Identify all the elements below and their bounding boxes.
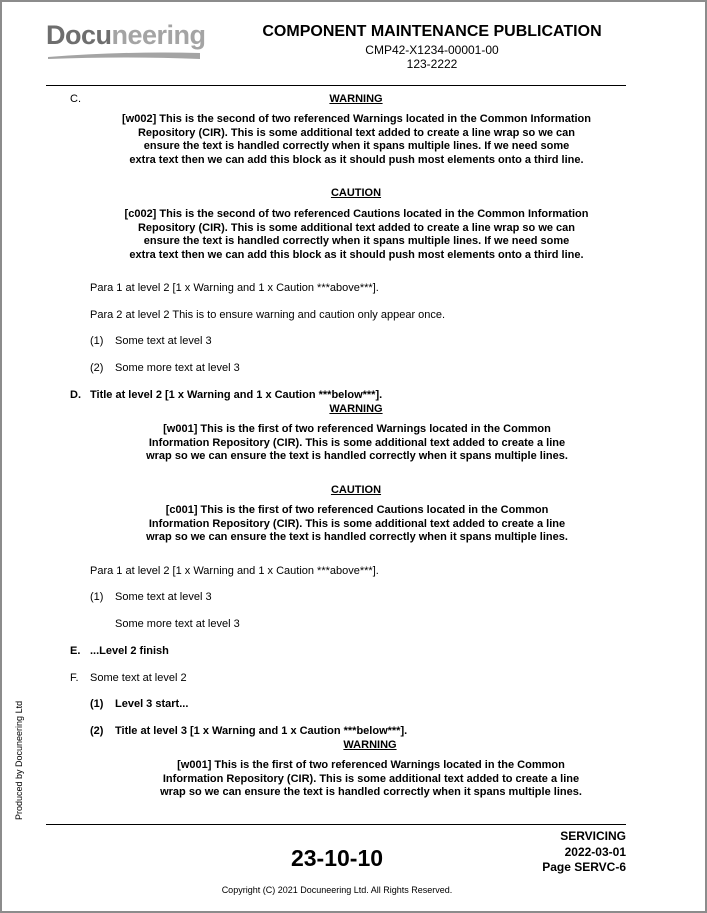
d-warning-line: wrap so we can ensure the text is handled correctly when it spans multiple lines. — [146, 450, 568, 462]
header-divider — [46, 85, 626, 86]
f-sub1-label: (1) — [90, 698, 104, 710]
c-sub1-text: Some text at level 3 — [115, 335, 212, 347]
d-warning-heading: WARNING — [329, 403, 383, 415]
logo-swoosh-icon — [46, 50, 202, 60]
logo-text-part2: neering — [111, 20, 206, 50]
c-sub1-label: (1) — [90, 335, 104, 347]
document-number-block — [242, 43, 622, 71]
c-para-1: Para 1 at level 2 [1 x Warning and 1 x Caution ***above***]. — [90, 282, 379, 294]
section-e-text: ...Level 2 finish — [90, 645, 169, 657]
footer-section-name: SERVICING — [560, 829, 626, 843]
d-sub1-more-text: Some more text at level 3 — [115, 618, 240, 630]
f-sub1-text: Level 3 start... — [115, 698, 189, 710]
f-warning-line: Information Repository (CIR). This is some additional text added to create a line — [162, 772, 580, 785]
c-warning-line: [w002] This is the second of two referenced Warnings located in the Common Information — [122, 113, 591, 125]
f-sub2-text: Title at level 3 [1 x Warning and 1 x Caution ***below***]. — [115, 725, 408, 737]
c-caution-line: [c002] This is the second of two referenced Cautions located in the Common Information — [124, 208, 589, 220]
document-number: CMP42-X1234-00001-00 — [365, 43, 499, 57]
section-e-label: E. — [70, 645, 81, 657]
copyright-notice: Copyright (C) 2021 Docuneering Ltd. All Rights Reserved. — [221, 885, 453, 895]
chapter-section-code: 23-10-10 — [290, 845, 384, 871]
d-para-1: Para 1 at level 2 [1 x Warning and 1 x Caution ***above***]. — [90, 565, 379, 577]
d-caution-text — [112, 504, 602, 545]
d-caution-heading: CAUTION — [330, 484, 382, 496]
c-warning-heading: WARNING — [329, 93, 383, 105]
section-f-label: F. — [70, 672, 79, 684]
c-warning-line: Repository (CIR). This is some additional text added to create a line wrap so we can — [137, 126, 576, 139]
f-warning-heading: WARNING — [343, 739, 397, 751]
footer-page-number: Page SERVC-6 — [542, 860, 626, 874]
d-caution-line: wrap so we can ensure the text is handled correctly when it spans multiple lines. — [146, 531, 568, 543]
logo-text-part1: Docu — [46, 20, 112, 50]
producer-sidebar-text: Produced by Docuneering Ltd — [14, 700, 24, 820]
f-warning-line: wrap so we can ensure the text is handled correctly when it spans multiple lines. — [160, 786, 582, 798]
c-para-2: Para 2 at level 2 This is to ensure warning and caution only appear once. — [90, 309, 446, 321]
c-caution-heading: CAUTION — [330, 187, 382, 199]
section-d-label: D. — [70, 389, 81, 401]
publication-title: COMPONENT MAINTENANCE PUBLICATION — [262, 23, 602, 40]
d-warning-text — [112, 423, 602, 464]
f-warning-line: [w001] This is the first of two referenced Warnings located in the Common — [177, 759, 565, 771]
section-c-label: C. — [70, 93, 81, 105]
c-caution-line: Repository (CIR). This is some additional text added to create a line wrap so we can — [137, 221, 576, 234]
footer-divider — [46, 824, 626, 825]
d-warning-line: [w001] This is the first of two referenced Warnings located in the Common — [163, 423, 551, 435]
d-sub1-text: Some text at level 3 — [115, 591, 212, 603]
c-warning-line: ensure the text is handled correctly when it spans multiple lines. If we need some — [143, 140, 570, 152]
d-sub1-label: (1) — [90, 591, 104, 603]
footer-date: 2022-03-01 — [564, 845, 626, 859]
c-warning-text — [90, 113, 623, 167]
c-sub2-label: (2) — [90, 362, 104, 374]
c-caution-line: ensure the text is handled correctly when it spans multiple lines. If we need some — [143, 235, 570, 247]
company-logo — [46, 20, 206, 51]
c-caution-text — [90, 208, 623, 262]
d-caution-line: Information Repository (CIR). This is some additional text added to create a line — [148, 517, 566, 530]
section-f-text: Some text at level 2 — [90, 672, 187, 684]
f-sub2-label: (2) — [90, 725, 104, 737]
f-warning-text — [126, 759, 616, 800]
c-sub2-text: Some more text at level 3 — [115, 362, 240, 374]
c-warning-line: extra text then we can add this block as it should push most elements onto a third line. — [129, 153, 584, 166]
d-caution-line: [c001] This is the first of two referenced Cautions located in the Common — [165, 504, 549, 516]
section-d-title: Title at level 2 [1 x Warning and 1 x Caution ***below***]. — [90, 389, 383, 401]
c-caution-line: extra text then we can add this block as it should push most elements onto a third line. — [129, 248, 584, 261]
document-code: 123-2222 — [406, 57, 458, 71]
d-warning-line: Information Repository (CIR). This is some additional text added to create a line — [148, 436, 566, 449]
